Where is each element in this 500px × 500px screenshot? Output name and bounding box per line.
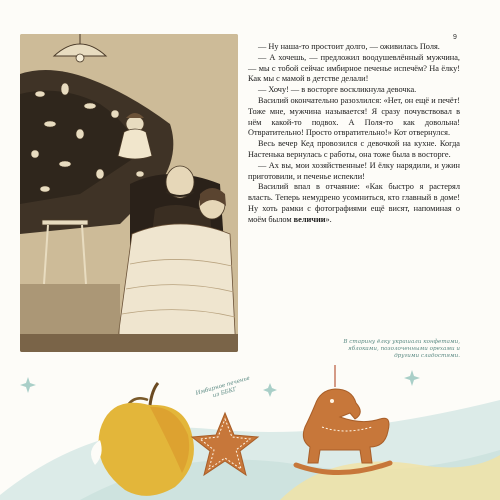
paragraph <box>248 182 460 225</box>
text-run: — А хочешь, — предложил воодушевлённый мужчина, — мы с тобой сейчас имбирное печенье испечём? На ёлку! Как мы с мамой в детстве делали! <box>248 52 460 84</box>
illustration-drawing <box>20 34 238 352</box>
text-run: величии <box>293 214 326 224</box>
text-run: Василий окончательно разозлился: «Нет, он ещё и печёт! Тоже мне, мужчина называется! Я сразу почувствовал в нём какой-то подвох. А Поля-то как довольна! Отвратительно! Просто отвратительно!» Кот отвернулся. <box>248 95 460 138</box>
decoration-strip <box>0 355 500 500</box>
caption-tree-decorations: В старину ёлку украшали конфетами, яблоками, позолоченными орехами и другими сладостями. <box>343 339 460 360</box>
paragraph <box>248 53 460 85</box>
paragraph <box>248 139 460 161</box>
paragraph <box>248 161 460 183</box>
decoration-drawing <box>0 355 500 500</box>
text-run: — Ах вы, мои хозяйственные! И ёлку нарядили, и ужин приготовили, и печенье испекли! <box>248 160 460 181</box>
paragraph <box>248 85 460 96</box>
text-run: Василий впал в отчаяние: «Как быстро я растерял власть. Теперь немудрено усомниться, кто главный в доме! Ну хоть рамки с фотографиями ещё висят, напоминая о моём былом <box>248 182 460 224</box>
illustration-family-christmas-tree <box>20 34 238 352</box>
page-number: 9 <box>453 34 457 41</box>
text-run: ». <box>325 214 332 224</box>
text-run: — Ну наша-то простоит долго, — оживилась Поля. <box>258 42 440 51</box>
text-run: — Хочу! — в восторге воскликнула девочка. <box>258 85 417 95</box>
paragraph <box>248 42 460 53</box>
caption-gingerbread: Имбирное печенье из ББКГ <box>195 375 251 400</box>
story-text <box>248 42 460 226</box>
paragraph <box>248 96 460 139</box>
text-run: Весь вечер Кед провозился с девочкой на кухне. Когда Настенька вернулась с работы, она тоже была в восторге. <box>248 139 460 159</box>
